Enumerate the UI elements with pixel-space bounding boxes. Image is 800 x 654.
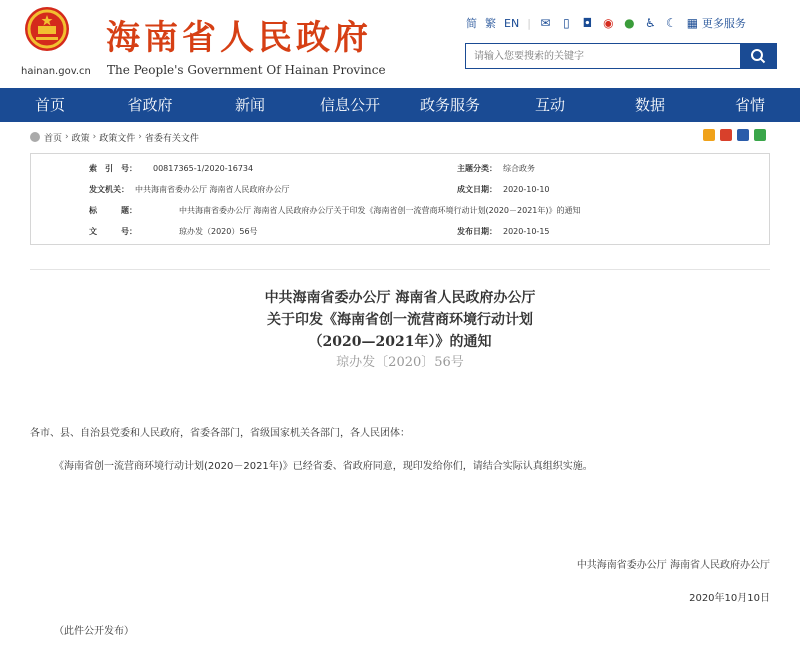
publication-note: （此件公开发布） xyxy=(54,626,134,637)
site-domain: hainan.gov.cn xyxy=(21,66,91,77)
category-label: 主题分类： xyxy=(457,164,497,173)
robot-icon[interactable]: ◘ xyxy=(582,15,593,30)
top-toolbar xyxy=(466,15,746,31)
article-title xyxy=(0,287,800,373)
nav-item-services[interactable]: 政务服务 xyxy=(419,96,480,114)
index-label: 索 引 号： xyxy=(89,164,137,173)
more-services-label: 更多服务 xyxy=(701,17,746,30)
breadcrumb-policy[interactable]: 政策 xyxy=(71,133,90,144)
nav-item-disclosure[interactable]: 信息公开 xyxy=(319,96,380,114)
more-services-link[interactable] xyxy=(686,15,746,31)
signature: 中共海南省委办公厅 海南省人民政府办公厅 xyxy=(576,560,770,571)
title-label: 标 题： xyxy=(89,206,137,215)
nav-item-home[interactable]: 首页 xyxy=(34,96,65,114)
national-emblem-icon[interactable] xyxy=(24,6,70,52)
nav-item-news[interactable]: 新闻 xyxy=(234,96,265,114)
article-title-line-1: 中共海南省委办公厅 海南省人民政府办公厅 xyxy=(264,290,536,306)
breadcrumb-home[interactable]: 首页 xyxy=(44,133,63,144)
doc-number-label: 文 号： xyxy=(89,227,137,236)
article-doc-number: 琼办发〔2020〕56号 xyxy=(336,355,464,370)
body-paragraph: 《海南省创一流营商环境行动计划(2020－2021年)》已经省委、省政府同意，现印发给你们，请结合实际认真组织实施。 xyxy=(54,461,593,472)
breadcrumb xyxy=(30,128,770,146)
breadcrumb-separator: › xyxy=(92,132,97,142)
location-icon xyxy=(30,132,40,142)
search-button[interactable] xyxy=(740,44,776,68)
share-icon[interactable] xyxy=(754,129,766,141)
signature-date: 2020年10月10日 xyxy=(689,593,770,604)
toolbar-divider: | xyxy=(527,16,531,30)
article-title-line-3: （2020—2021年）》的通知 xyxy=(308,334,492,350)
grid-icon: ▦ xyxy=(686,15,699,30)
elder-mode-icon[interactable]: ☾ xyxy=(666,15,677,30)
traditional-link[interactable]: 繁 xyxy=(485,17,496,30)
category-value: 综合政务 xyxy=(503,164,535,173)
issuer-label: 发文机关： xyxy=(89,185,129,194)
share-bar xyxy=(703,129,766,141)
mail-icon[interactable]: ✉ xyxy=(540,15,551,30)
breadcrumb-policy-files[interactable]: 政策文件 xyxy=(99,133,136,144)
simplified-link[interactable]: 简 xyxy=(466,17,477,30)
breadcrumb-separator: › xyxy=(138,132,142,142)
font-size-icon[interactable] xyxy=(737,129,749,141)
search-bar xyxy=(465,43,777,69)
search-input[interactable] xyxy=(466,44,740,68)
document-info-box xyxy=(30,153,770,245)
site-title[interactable]: 海南省人民政府 xyxy=(106,18,372,58)
addressee-paragraph: 各市、县、自治县党委和人民政府，省委各部门，省级国家机关各部门，各人民团体： xyxy=(30,428,410,439)
weibo-icon[interactable]: ◉ xyxy=(603,15,614,30)
breadcrumb-current[interactable]: 省委有关文件 xyxy=(144,133,199,144)
nav-item-interaction[interactable]: 互动 xyxy=(534,96,565,114)
site-subtitle: The People's Government Of Hainan Province xyxy=(107,63,386,77)
created-date-value: 2020-10-10 xyxy=(503,185,550,194)
created-date-label: 成文日期： xyxy=(457,185,497,194)
accessibility-icon[interactable]: ♿ xyxy=(645,15,656,30)
nav-item-province-info[interactable]: 省情 xyxy=(734,96,765,114)
mobile-icon[interactable]: ▯ xyxy=(563,15,570,30)
site-header xyxy=(0,0,800,88)
wechat-icon[interactable]: ● xyxy=(624,15,635,30)
favorite-icon[interactable] xyxy=(703,129,715,141)
doc-number-value: 琼办发（2020）56号 xyxy=(179,227,258,236)
english-link[interactable]: EN xyxy=(504,16,520,30)
breadcrumb-separator: › xyxy=(65,132,69,142)
index-value: 00817365-1/2020-16734 xyxy=(153,164,254,173)
published-date-label: 发布日期： xyxy=(457,227,497,236)
nav-item-data[interactable]: 数据 xyxy=(634,96,665,114)
title-value: 中共海南省委办公厅 海南省人民政府办公厅关于印发《海南省创一流营商环境行动计划(2020－2021年)》的通知 xyxy=(179,206,581,215)
published-date-value: 2020-10-15 xyxy=(503,227,550,236)
issuer-value: 中共海南省委办公厅 海南省人民政府办公厅 xyxy=(135,185,290,194)
search-icon xyxy=(750,48,766,64)
section-divider xyxy=(30,269,770,270)
print-icon[interactable] xyxy=(720,129,732,141)
article-title-line-2: 关于印发《海南省创一流营商环境行动计划 xyxy=(267,312,533,328)
nav-item-government[interactable]: 省政府 xyxy=(127,96,173,114)
main-nav xyxy=(0,88,800,122)
